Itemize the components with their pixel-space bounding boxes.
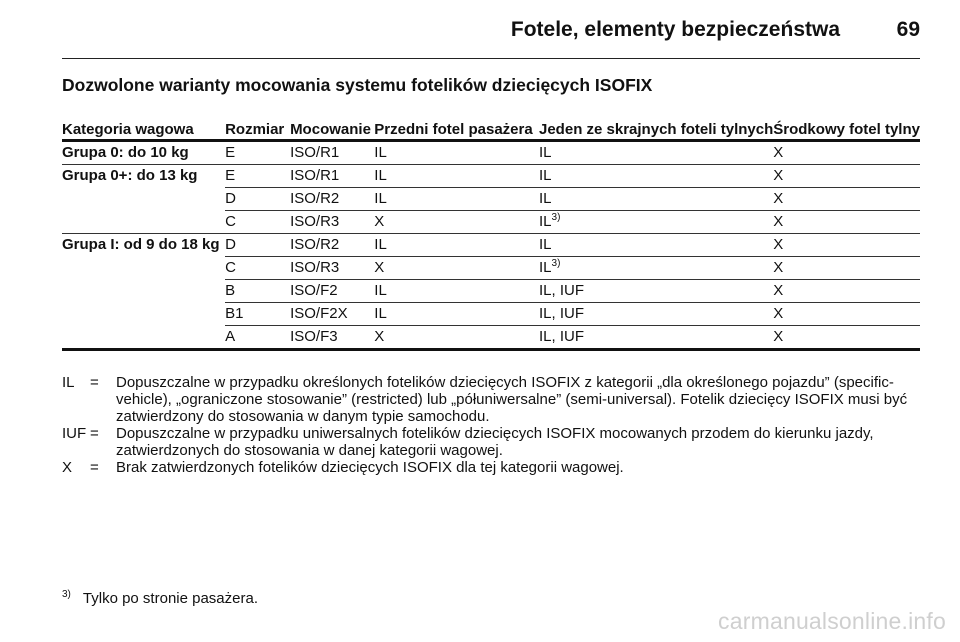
cell-category bbox=[62, 188, 225, 211]
cell-category: Grupa 0+: do 13 kg bbox=[62, 167, 198, 184]
page-header-title: Fotele, elementy bezpieczeństwa bbox=[510, 18, 840, 41]
cell-size: C bbox=[225, 257, 290, 280]
header-divider bbox=[62, 58, 920, 59]
cell-outer-value: IL, IUF bbox=[539, 305, 585, 322]
cell-category bbox=[62, 303, 225, 326]
column-header-middle-rear-seat: Środkowy fotel tylny bbox=[773, 104, 920, 141]
legend-key: IUF bbox=[62, 425, 87, 442]
cell-front: X bbox=[374, 326, 539, 350]
cell-mount: ISO/R3 bbox=[290, 257, 374, 280]
cell-category bbox=[62, 280, 225, 303]
cell-front: IL bbox=[374, 280, 539, 303]
cell-middle: X bbox=[773, 211, 920, 234]
table-row bbox=[62, 234, 920, 257]
table-row bbox=[62, 280, 920, 303]
footnote-marker: 3) bbox=[62, 589, 71, 600]
cell-mount: ISO/R2 bbox=[290, 188, 374, 211]
cell-size: E bbox=[225, 141, 290, 165]
cell-front: IL bbox=[374, 234, 539, 257]
cell-outer-value: IL bbox=[539, 236, 552, 253]
cell-outer-value: IL bbox=[539, 167, 552, 184]
cell-outer bbox=[539, 141, 773, 165]
cell-outer bbox=[539, 165, 773, 188]
cell-outer bbox=[539, 234, 773, 257]
cell-size: B bbox=[225, 280, 290, 303]
legend-text: Dopuszczalne w przypadku uniwersalnych fotelików dziecięcych ISOFIX mocowanych przodem do kierunku jazdy, zatwierdzonych do stosowania w danej kategorii wagowej. bbox=[116, 425, 874, 459]
cell-front: IL bbox=[374, 303, 539, 326]
cell-category: Grupa I: od 9 do 18 kg bbox=[62, 236, 220, 253]
cell-middle: X bbox=[773, 257, 920, 280]
cell-outer bbox=[539, 326, 773, 350]
table-row bbox=[62, 303, 920, 326]
isofix-table bbox=[62, 104, 920, 351]
cell-middle: X bbox=[773, 280, 920, 303]
cell-front: IL bbox=[374, 188, 539, 211]
column-header-outer-rear-seat: Jeden ze skrajnych foteli tylnych bbox=[539, 104, 773, 141]
cell-mount: ISO/F2 bbox=[290, 280, 374, 303]
footnote-ref: 3) bbox=[551, 212, 561, 223]
column-header-weight-category: Kategoria wagowa bbox=[62, 104, 225, 141]
legend-text: Dopuszczalne w przypadku określonych fotelików dziecięcych ISOFIX z kategorii „dla określonego pojazdu” (specific-vehicle), „ograniczone stosowanie” (restricted) lub „półuniwersalne” (semi-universal). Fotelik dziecięcy ISOFIX musi być zatwierdzony do stosowania w danym typie samochodu. bbox=[116, 374, 908, 425]
cell-outer bbox=[539, 303, 773, 326]
table-header-row bbox=[62, 104, 920, 141]
footnote bbox=[62, 590, 258, 607]
cell-outer bbox=[539, 188, 773, 211]
cell-front: IL bbox=[374, 165, 539, 188]
cell-mount: ISO/R3 bbox=[290, 211, 374, 234]
cell-size: C bbox=[225, 211, 290, 234]
cell-category bbox=[62, 257, 225, 280]
legend-equals: = bbox=[90, 374, 99, 391]
cell-size: A bbox=[225, 326, 290, 350]
cell-category bbox=[62, 326, 225, 350]
watermark: carmanualsonline.info bbox=[718, 608, 946, 634]
footnote-ref: 3) bbox=[551, 258, 561, 269]
legend-equals: = bbox=[90, 425, 99, 442]
cell-size: E bbox=[225, 165, 290, 188]
cell-middle: X bbox=[773, 326, 920, 350]
cell-outer-value: IL bbox=[539, 190, 552, 207]
cell-size: D bbox=[225, 234, 290, 257]
legend-key: IL bbox=[62, 374, 75, 391]
cell-outer-value: IL, IUF bbox=[539, 282, 585, 299]
table-row bbox=[62, 211, 920, 234]
cell-mount: ISO/R2 bbox=[290, 234, 374, 257]
cell-outer-value: IL bbox=[539, 144, 552, 161]
cell-front: X bbox=[374, 257, 539, 280]
column-header-size: Rozmiar bbox=[225, 104, 290, 141]
page-number: 69 bbox=[896, 18, 920, 41]
footnote-text: Tylko po stronie pasażera. bbox=[82, 590, 258, 607]
cell-outer bbox=[539, 211, 773, 234]
cell-size: B1 bbox=[225, 303, 290, 326]
cell-outer bbox=[539, 280, 773, 303]
cell-mount: ISO/R1 bbox=[290, 141, 374, 165]
page-header bbox=[62, 18, 920, 48]
legend-item bbox=[62, 459, 922, 476]
legend bbox=[62, 374, 922, 476]
cell-outer-value: IL bbox=[539, 213, 552, 230]
cell-outer-value: IL, IUF bbox=[539, 328, 585, 345]
cell-middle: X bbox=[773, 141, 920, 165]
table-row bbox=[62, 188, 920, 211]
table-row bbox=[62, 165, 920, 188]
cell-mount: ISO/F3 bbox=[290, 326, 374, 350]
legend-key: X bbox=[62, 459, 73, 476]
legend-equals: = bbox=[90, 459, 99, 476]
column-header-mounting: Mocowanie bbox=[290, 104, 374, 141]
cell-category bbox=[62, 211, 225, 234]
section-title: Dozwolone warianty mocowania systemu fotelików dziecięcych ISOFIX bbox=[62, 75, 653, 95]
legend-text: Brak zatwierdzonych fotelików dziecięcych ISOFIX dla tej kategorii wagowej. bbox=[116, 459, 624, 476]
cell-front: IL bbox=[374, 141, 539, 165]
cell-category: Grupa 0: do 10 kg bbox=[62, 141, 225, 165]
cell-middle: X bbox=[773, 303, 920, 326]
cell-outer bbox=[539, 257, 773, 280]
cell-middle: X bbox=[773, 234, 920, 257]
cell-outer-value: IL bbox=[539, 259, 552, 276]
legend-item bbox=[62, 374, 922, 425]
column-header-front-passenger-seat: Przedni fotel pasażera bbox=[374, 104, 539, 141]
legend-item bbox=[62, 425, 922, 459]
table-row bbox=[62, 257, 920, 280]
cell-mount: ISO/F2X bbox=[290, 303, 374, 326]
cell-middle: X bbox=[773, 188, 920, 211]
cell-mount: ISO/R1 bbox=[290, 165, 374, 188]
table-row bbox=[62, 141, 920, 165]
cell-middle: X bbox=[773, 165, 920, 188]
cell-size: D bbox=[225, 188, 290, 211]
cell-front: X bbox=[374, 211, 539, 234]
table-row bbox=[62, 326, 920, 350]
